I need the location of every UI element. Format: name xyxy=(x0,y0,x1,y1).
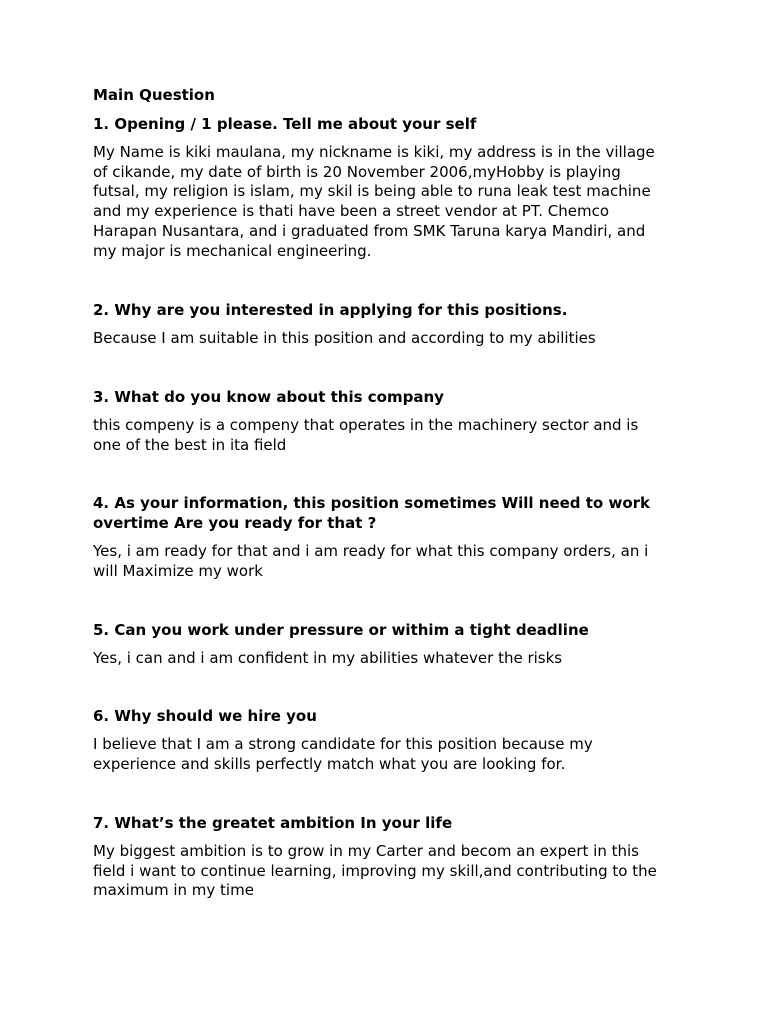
question-6: 6. Why should we hire you xyxy=(93,707,317,726)
answer-4: Yes, i am ready for that and i am ready for what this company orders, an i will Maximize my work xyxy=(93,542,649,581)
question-2: 2. Why are you interested in applying for this positions. xyxy=(93,301,568,320)
answer-1: My Name is kiki maulana, my nickname is kiki, my address is in the village of cikande, my date of birth is 20 November 2006,myHobby is playing futsal, my religion is islam, my skil is being able to runa leak test machine and my experience is thati have been a street vendor at PT. Chemco Harapan Nusantara, and i graduated from SMK Taruna karya Mandiri, and my major is mechanical engineering. xyxy=(93,143,655,260)
answer-6: I believe that I am a strong candidate for this position because my experience and skills perfectly match what you are looking for. xyxy=(93,735,593,774)
qa-item-4 xyxy=(93,493,693,581)
question-4: 4. As your information, this position sometimes Will need to work overtime Are you ready for that ? xyxy=(93,494,650,533)
document-page xyxy=(93,85,693,939)
answer-2: Because I am suitable in this position and according to my abilities xyxy=(93,329,596,348)
qa-item-6 xyxy=(93,706,693,774)
qa-item-2 xyxy=(93,300,693,349)
question-7: 7. What’s the greatet ambition In your life xyxy=(93,813,453,832)
question-5: 5. Can you work under pressure or withim a tight deadline xyxy=(93,620,589,639)
answer-7: My biggest ambition is to grow in my Carter and becom an expert in this field i want to continue learning, improving my skill,and contributing to the maximum in my time xyxy=(93,841,657,900)
qa-item-5 xyxy=(93,620,693,669)
answer-3: this compeny is a compeny that operates in the machinery sector and is one of the best in ita field xyxy=(93,415,639,454)
qa-item-3 xyxy=(93,387,693,455)
answer-5: Yes, i can and i am confident in my abilities whatever the risks xyxy=(93,648,563,667)
document-heading: Main Question xyxy=(93,86,215,104)
question-3: 3. What do you know about this company xyxy=(93,387,444,406)
qa-item-1 xyxy=(93,114,693,261)
question-1: 1. Opening / 1 please. Tell me about your self xyxy=(93,115,477,133)
qa-item-7 xyxy=(93,813,693,901)
